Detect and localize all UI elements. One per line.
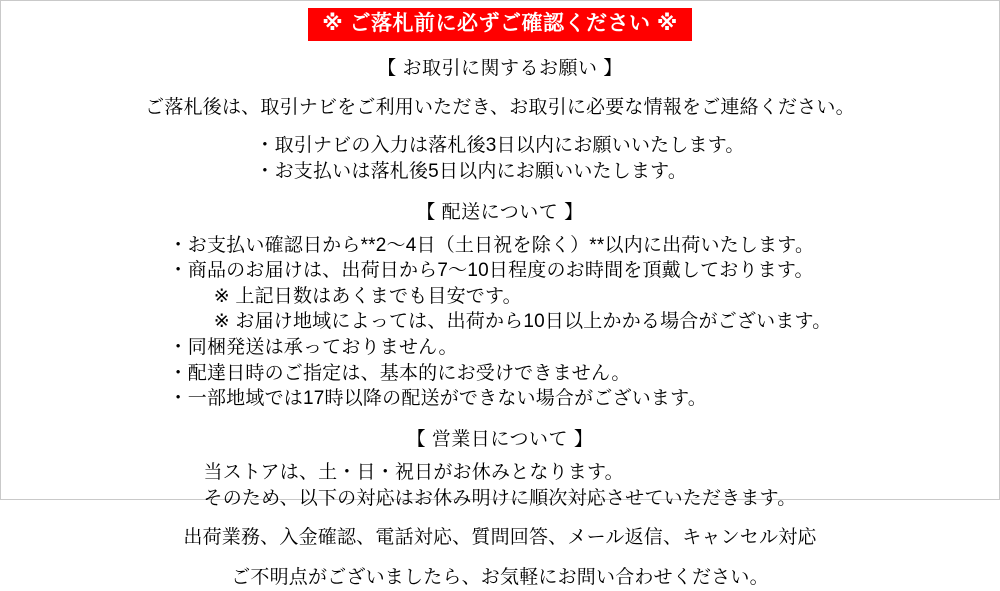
closing-message: ご不明点がございましたら、お気軽にお問い合わせください。 <box>231 566 769 588</box>
business-days-lines <box>204 460 797 511</box>
notice-banner: ※ ご落札前に必ずご確認ください ※ <box>308 8 692 41</box>
transaction-bullets <box>255 133 744 184</box>
list-item: ・取引ナビの入力は落札後3日以内にお願いいたします。 <box>255 135 745 157</box>
business-days-line: そのため、以下の対応はお休み明けに順次対応させていただきます。 <box>203 487 797 509</box>
list-item: ※ お届け地域によっては、出荷から10日以上かかる場合がございます。 <box>194 311 832 333</box>
list-item: ・一部地域では17時以降の配送ができない場合がございます。 <box>168 388 707 410</box>
list-item: ・お支払い確認日から**2〜4日（土日祝を除く）**以内に出荷いたします。 <box>168 234 815 256</box>
list-item: ※ 上記日数はあくまでも目安です。 <box>194 285 522 307</box>
list-item: ・お支払いは落札後5日以内にお願いいたします。 <box>255 160 688 182</box>
affected-services: 出荷業務、入金確認、電話対応、質問回答、メール返信、キャンセル対応 <box>183 527 817 549</box>
transaction-intro: ご落札後は、取引ナビをご利用いただき、お取引に必要な情報をご連絡ください。 <box>145 97 855 119</box>
business-days-line: 当ストアは、土・日・祝日がお休みとなります。 <box>203 462 624 484</box>
list-item: ・同梱発送は承っておりません。 <box>168 337 458 359</box>
list-item: ・配達日時のご指定は、基本的にお受けできません。 <box>168 362 631 384</box>
transaction-heading: 【 お取引に関するお願い 】 <box>377 58 623 80</box>
shipping-heading: 【 配送について 】 <box>416 201 584 223</box>
shipping-bullets <box>169 233 832 412</box>
list-item: ・商品のお届けは、出荷日から7〜10日程度のお時間を頂戴しております。 <box>168 260 814 282</box>
business-days-heading: 【 営業日について 】 <box>406 429 594 451</box>
